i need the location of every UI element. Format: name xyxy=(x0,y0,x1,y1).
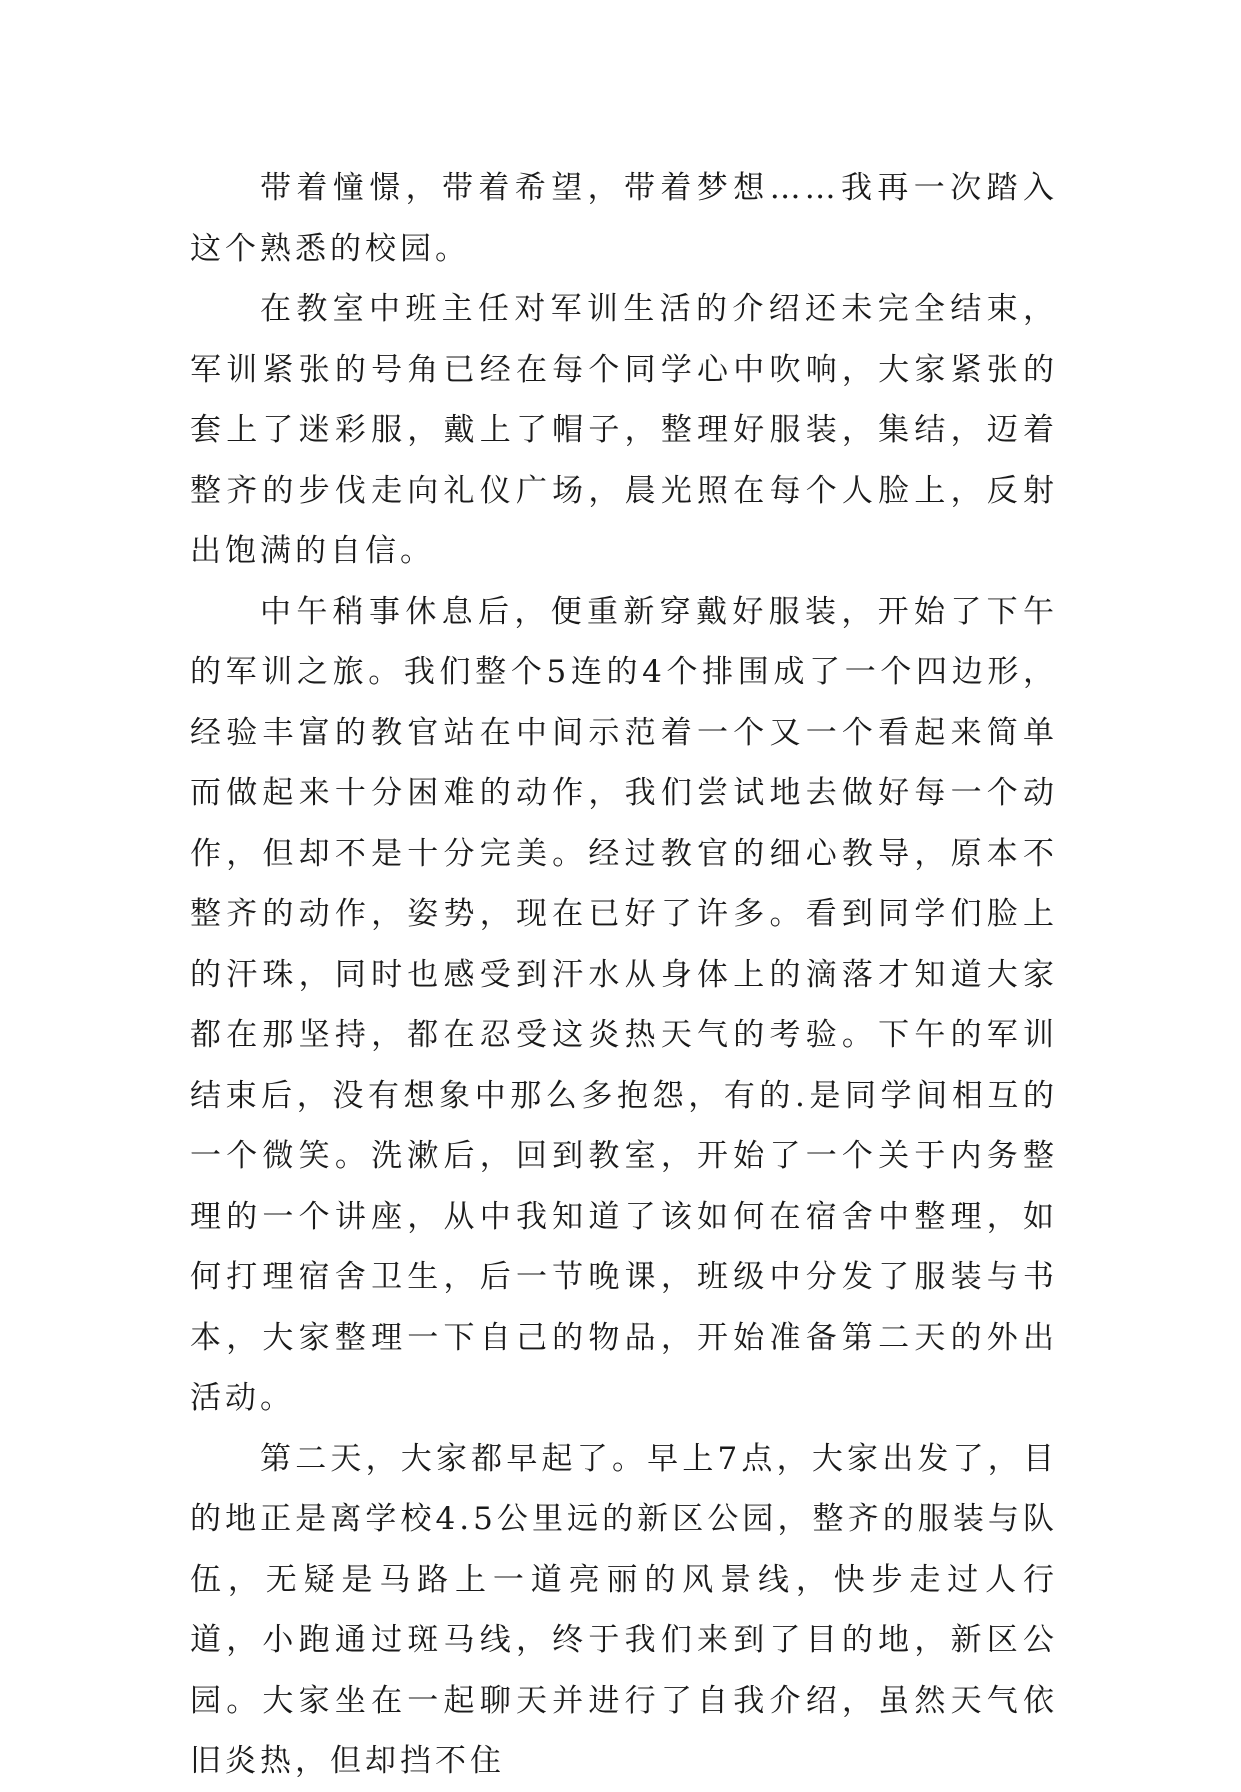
paragraph: 带着憧憬，带着希望，带着梦想……我再一次踏入这个熟悉的校园。 xyxy=(190,170,1058,267)
paragraph: 中午稍事休息后，便重新穿戴好服装，开始了下午的军训之旅。我们整个5连的4个排围成了一个四边形，经验丰富的教官站在中间示范着一个又一个看起来简单而做起来十分困难的动作，我们尝试地去做好每一个动作，但却不是十分完美。经过教官的细心教导，原本不整齐的动作，姿势，现在已好了许多。看到同学们脸上的汗珠，同时也感受到汗水从身体上的滴落才知道大家都在那坚持，都在忍受这炎热天气的考验。下午的军训结束后，没有想象中那么多抱怨，有的.是同学间相互的一个微笑。洗漱后，回到教室，开始了一个关于内务整理的一个讲座，从中我知道了该如何在宿舍中整理，如何打理宿舍卫生，后一节晚课，班级中分发了服装与书本，大家整理一下自己的物品，开始准备第二天的外出活动。 xyxy=(190,593,1058,1416)
paragraph: 第二天，大家都早起了。早上7点，大家出发了，目的地正是离学校4.5公里远的新区公园，整齐的服装与队伍，无疑是马路上一道亮丽的风景线，快步走过人行道，小跑通过斑马线，终于我们来到了目的地，新区公园。大家坐在一起聊天并进行了自我介绍，虽然天气依旧炎热，但却挡不住 xyxy=(190,1440,1058,1779)
document-body xyxy=(190,158,1058,1792)
paragraph: 在教室中班主任对军训生活的介绍还未完全结束，军训紧张的号角已经在每个同学心中吹响，大家紧张的套上了迷彩服，戴上了帽子，整理好服装，集结，迈着整齐的步伐走向礼仪广场，晨光照在每个人脸上，反射出饱满的自信。 xyxy=(190,291,1058,569)
